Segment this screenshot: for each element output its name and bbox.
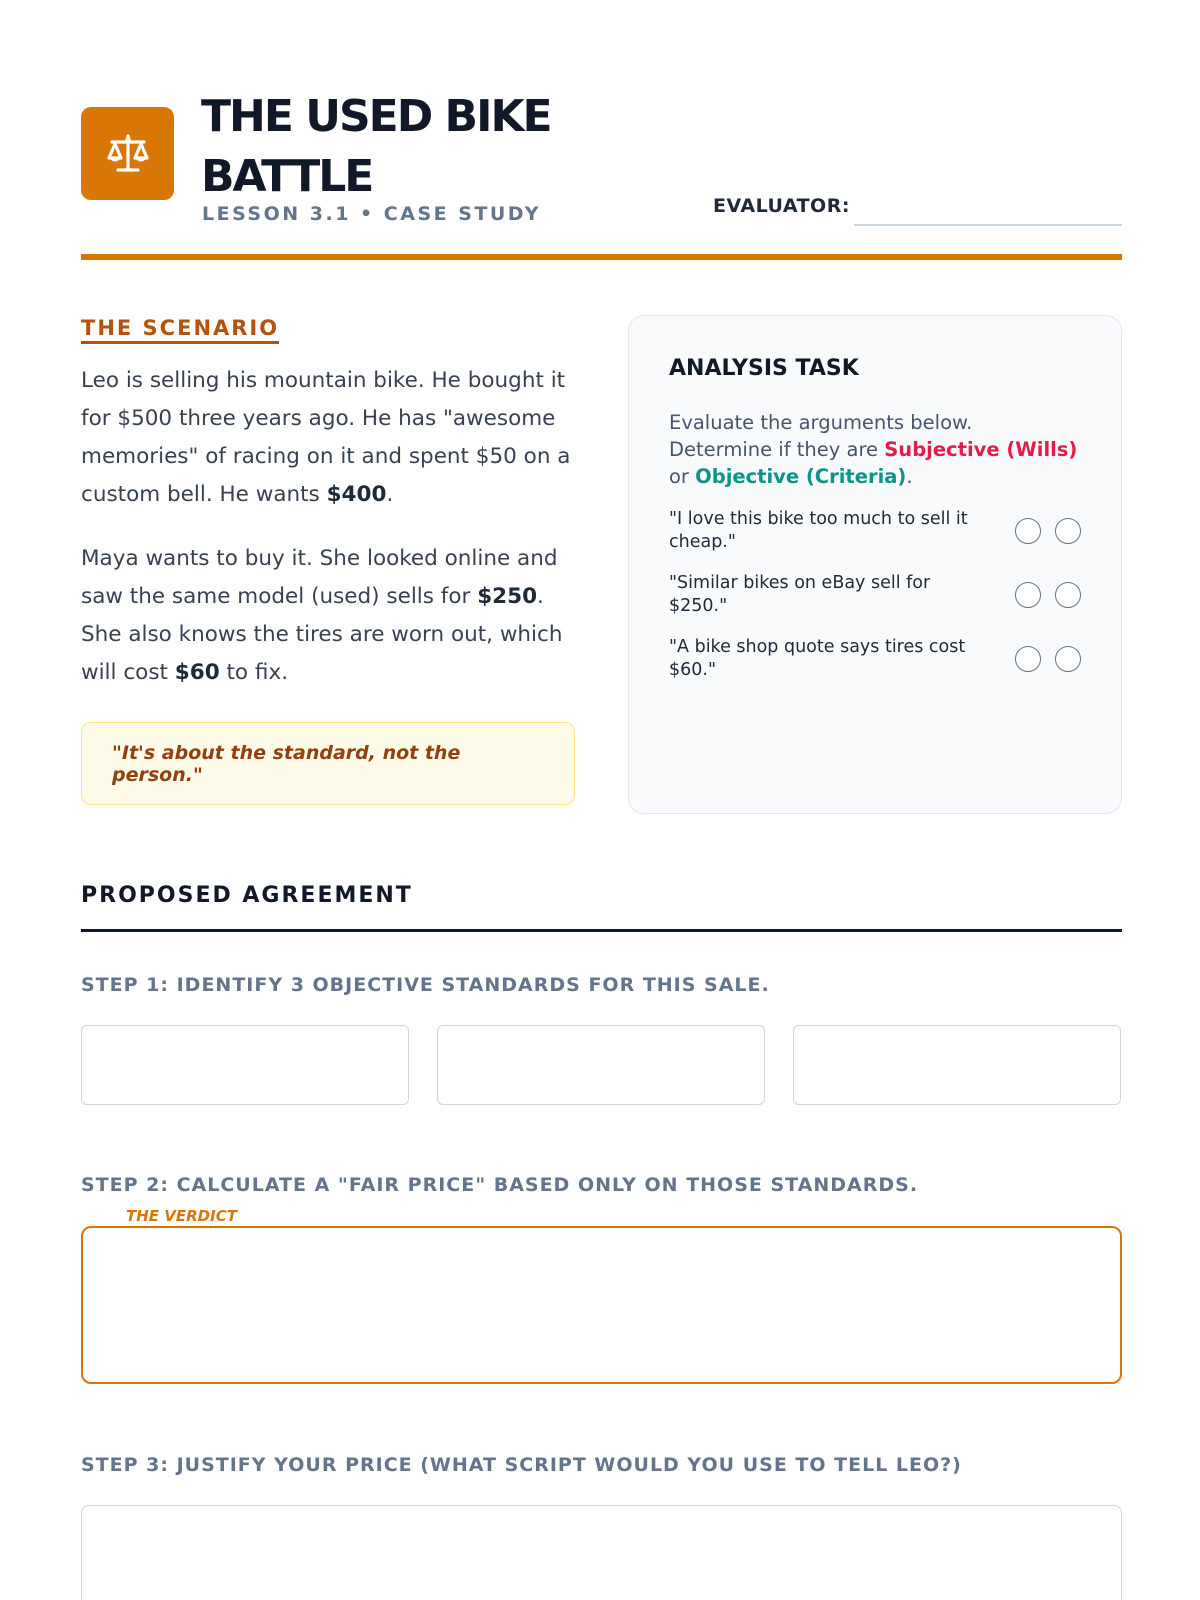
argument-row (669, 508, 1081, 554)
objective-radio[interactable] (1055, 518, 1081, 544)
scenario-text: Leo is selling his mountain bike. He bought it for $500 three years ago. He has "awesome memories" of racing on it and spent $50 on a custom bell. He wants (81, 368, 571, 507)
scenario-paragraph-1 (81, 362, 575, 514)
argument-row (669, 572, 1081, 618)
analysis-instructions (669, 409, 1081, 490)
argument-row (669, 636, 1081, 682)
header-divider (81, 254, 1122, 260)
quote-text: "It's about the standard, not the person." (112, 741, 461, 786)
header (81, 87, 1122, 262)
subjective-label: Subjective (Wills) (884, 438, 1078, 461)
standard-input-3[interactable] (793, 1025, 1121, 1105)
subjective-radio[interactable] (1015, 582, 1041, 608)
standard-input-2[interactable] (437, 1025, 765, 1105)
standard-input-1[interactable] (81, 1025, 409, 1105)
verdict-label: THE VERDICT (126, 1207, 237, 1225)
instr-text: . (906, 465, 913, 488)
verdict-input[interactable] (81, 1226, 1122, 1384)
evaluator-field[interactable] (854, 224, 1122, 226)
objective-radio[interactable] (1055, 582, 1081, 608)
radio-group (1015, 582, 1081, 608)
repair-cost: $60 (174, 660, 220, 685)
scenario-text: Maya wants to buy it. She looked online and saw the same model (used) sells for (81, 546, 558, 609)
objective-label: Objective (Criteria) (695, 465, 907, 488)
agreement-divider (81, 929, 1122, 932)
agreement-heading: PROPOSED AGREEMENT (81, 883, 413, 908)
scenario-text: to fix. (219, 660, 289, 685)
market-price: $250 (477, 584, 538, 609)
argument-text: "I love this bike too much to sell it cheap." (669, 509, 968, 552)
argument-text: "Similar bikes on eBay sell for $250." (669, 573, 931, 616)
analysis-task-card (628, 315, 1122, 814)
scale-icon (104, 130, 152, 178)
page-title: THE USED BIKE BATTLE (201, 91, 551, 202)
argument-text: "A bike shop quote says tires cost $60." (669, 637, 966, 680)
page-subtitle: LESSON 3.1 • CASE STUDY (202, 203, 541, 225)
scenario-heading: THE SCENARIO (81, 316, 279, 344)
asking-price: $400 (326, 482, 387, 507)
objective-radio[interactable] (1055, 646, 1081, 672)
scenario-section (81, 316, 575, 805)
quote-box (81, 722, 575, 805)
subjective-radio[interactable] (1015, 518, 1041, 544)
evaluator-label: EVALUATOR: (713, 195, 850, 217)
instr-text: Evaluate the arguments below. Determine if they are (669, 411, 973, 461)
scenario-text: . (386, 482, 394, 507)
radio-group (1015, 518, 1081, 544)
step-2-label: STEP 2: CALCULATE A "FAIR PRICE" BASED ONLY ON THOSE STANDARDS. (81, 1174, 919, 1196)
step-3-label: STEP 3: JUSTIFY YOUR PRICE (WHAT SCRIPT WOULD YOU USE TO TELL LEO?) (81, 1454, 962, 1476)
logo (81, 107, 174, 200)
justification-input[interactable] (81, 1505, 1122, 1600)
radio-group (1015, 646, 1081, 672)
step-1-label: STEP 1: IDENTIFY 3 OBJECTIVE STANDARDS FOR THIS SALE. (81, 974, 770, 996)
scenario-text: . She also knows the tires are worn out, which will cost (81, 584, 563, 685)
scenario-paragraph-2 (81, 540, 575, 692)
analysis-heading: ANALYSIS TASK (669, 356, 859, 381)
subjective-radio[interactable] (1015, 646, 1041, 672)
instr-text: or (669, 465, 696, 488)
